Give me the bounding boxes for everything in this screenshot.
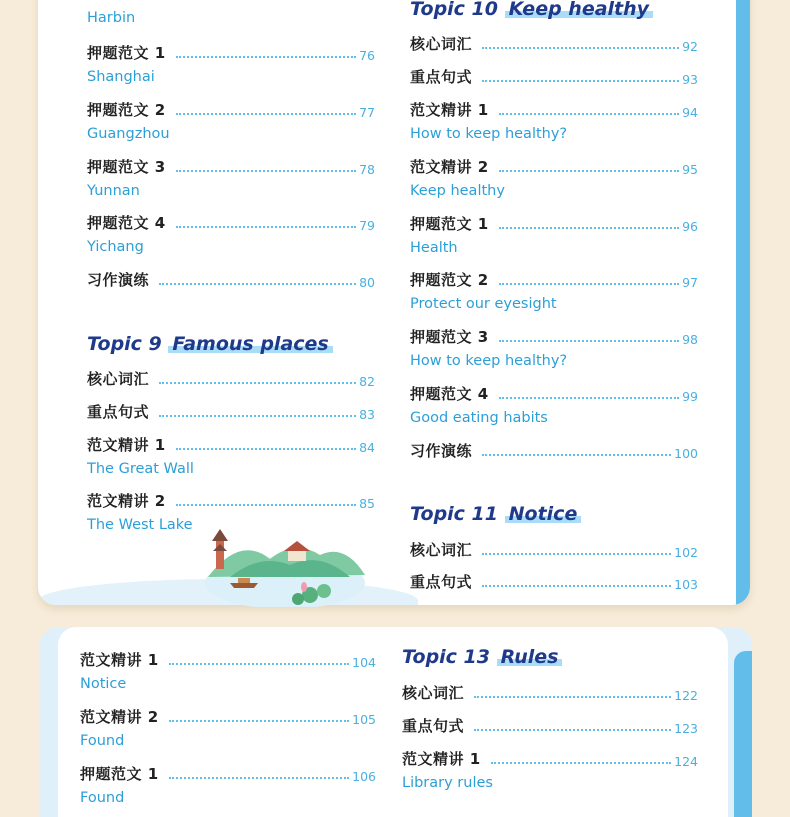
toc-entry-subtitle: Keep healthy bbox=[410, 183, 505, 199]
leader-dots bbox=[474, 696, 671, 698]
toc-entry-page: 103 bbox=[674, 577, 698, 592]
leader-dots bbox=[499, 340, 679, 342]
toc-entry-label: 范文精讲 2 bbox=[410, 158, 489, 176]
toc-entry[interactable] bbox=[80, 649, 376, 692]
leader-dots bbox=[499, 397, 679, 399]
leader-dots bbox=[176, 113, 356, 115]
leader-dots bbox=[159, 382, 356, 384]
toc-entry-label: 核心词汇 bbox=[410, 541, 473, 559]
topic-heading bbox=[87, 333, 333, 355]
toc-entry-page: 105 bbox=[352, 712, 376, 727]
topic-title: Famous places bbox=[168, 333, 332, 355]
leader-dots bbox=[482, 454, 671, 456]
toc-entry-subtitle: The Great Wall bbox=[87, 461, 194, 477]
toc-entry-label: 重点句式 bbox=[87, 403, 150, 421]
leader-dots bbox=[491, 762, 671, 764]
toc-entry-page: 104 bbox=[352, 655, 376, 670]
toc-entry-page: 124 bbox=[674, 754, 698, 769]
toc-entry-subtitle: Guangzhou bbox=[87, 126, 170, 142]
toc-entry[interactable] bbox=[80, 763, 376, 806]
toc-entry-label: 习作演练 bbox=[410, 442, 473, 460]
toc-entry-page: 94 bbox=[682, 105, 698, 120]
toc-entry-label: 押题范文 3 bbox=[87, 158, 166, 176]
topic-heading bbox=[410, 0, 653, 20]
leader-dots bbox=[176, 448, 356, 450]
toc-entry[interactable] bbox=[87, 434, 375, 477]
toc-entry[interactable] bbox=[410, 99, 698, 142]
toc-entry[interactable] bbox=[402, 748, 698, 791]
toc-entry-page: 80 bbox=[359, 275, 375, 290]
toc-entry-subtitle: Yunnan bbox=[87, 183, 140, 199]
toc-entry-label: 习作演练 bbox=[87, 271, 150, 289]
toc-entry-page: 99 bbox=[682, 389, 698, 404]
toc-entry-label: 核心词汇 bbox=[402, 684, 465, 702]
topic-heading bbox=[402, 646, 562, 668]
toc-entry-subtitle: Harbin bbox=[87, 10, 136, 26]
toc-entry[interactable] bbox=[87, 99, 375, 142]
toc-entry-label: 重点句式 bbox=[410, 68, 473, 86]
toc-entry-page: 78 bbox=[359, 162, 375, 177]
leader-dots bbox=[159, 283, 356, 285]
toc-entry-label: 押题范文 4 bbox=[87, 214, 166, 232]
toc-entry[interactable] bbox=[80, 706, 376, 749]
toc-entry-page: 96 bbox=[682, 219, 698, 234]
card-side-edge bbox=[734, 651, 752, 817]
leader-dots bbox=[169, 777, 349, 779]
toc-entry-page: 83 bbox=[359, 407, 375, 422]
toc-entry[interactable] bbox=[410, 66, 698, 87]
topic-title: Keep healthy bbox=[505, 0, 653, 20]
toc-entry[interactable] bbox=[410, 269, 698, 312]
toc-entry-page: 98 bbox=[682, 332, 698, 347]
toc-entry-label: 押题范文 4 bbox=[410, 385, 489, 403]
toc-entry[interactable] bbox=[410, 326, 698, 369]
toc-entry[interactable] bbox=[410, 156, 698, 199]
topic-number: Topic 11 bbox=[410, 503, 498, 525]
leader-dots bbox=[482, 585, 671, 587]
toc-entry-subtitle: Found bbox=[80, 733, 125, 749]
toc-entry-label: 重点句式 bbox=[402, 717, 465, 735]
toc-entry[interactable] bbox=[402, 682, 698, 703]
leader-dots bbox=[482, 47, 679, 49]
topic-title: Notice bbox=[505, 503, 582, 525]
toc-entry[interactable] bbox=[410, 571, 698, 592]
topic-number: Topic 13 bbox=[402, 646, 490, 668]
leader-dots bbox=[499, 227, 679, 229]
toc-entry-page: 102 bbox=[674, 545, 698, 560]
toc-entry-page: 84 bbox=[359, 440, 375, 455]
toc-entry[interactable] bbox=[410, 33, 698, 54]
leader-dots bbox=[482, 80, 679, 82]
leader-dots bbox=[499, 170, 679, 172]
toc-entry[interactable] bbox=[87, 269, 375, 290]
toc-entry[interactable] bbox=[410, 440, 698, 461]
toc-entry-subtitle: Notice bbox=[80, 676, 127, 692]
toc-entry-label: 范文精讲 1 bbox=[410, 101, 489, 119]
toc-entry-page: 79 bbox=[359, 218, 375, 233]
toc-entry-subtitle: How to keep healthy? bbox=[410, 353, 568, 369]
toc-entry[interactable] bbox=[410, 213, 698, 256]
toc-entry-page: 85 bbox=[359, 496, 375, 511]
toc-entry-page: 93 bbox=[682, 72, 698, 87]
toc-entry-label: 押题范文 2 bbox=[410, 271, 489, 289]
toc-entry[interactable] bbox=[410, 539, 698, 560]
toc-entry-page: 100 bbox=[674, 446, 698, 461]
leader-dots bbox=[169, 720, 349, 722]
leader-dots bbox=[499, 113, 679, 115]
toc-entry-subtitle: Found bbox=[80, 790, 125, 806]
toc-entry[interactable] bbox=[87, 401, 375, 422]
toc-entry-label: 押题范文 3 bbox=[410, 328, 489, 346]
toc-entry-page: 97 bbox=[682, 275, 698, 290]
toc-entry-subtitle: Protect our eyesight bbox=[410, 296, 557, 312]
leader-dots bbox=[482, 553, 671, 555]
toc-entry-subtitle: How to keep healthy? bbox=[410, 126, 568, 142]
toc-entry-label: 核心词汇 bbox=[410, 35, 473, 53]
leader-dots bbox=[499, 283, 679, 285]
leader-dots bbox=[474, 729, 671, 731]
toc-entry-page: 123 bbox=[674, 721, 698, 736]
toc-entry-label: 范文精讲 1 bbox=[402, 750, 481, 768]
toc-entry-subtitle: The West Lake bbox=[87, 517, 193, 533]
toc-entry-label: 核心词汇 bbox=[87, 370, 150, 388]
toc-entry[interactable] bbox=[402, 715, 698, 736]
toc-entry-subtitle: Health bbox=[410, 240, 458, 256]
toc-entry-subtitle: Yichang bbox=[87, 239, 144, 255]
topic-number: Topic 10 bbox=[410, 0, 498, 20]
toc-entry[interactable] bbox=[87, 212, 375, 255]
toc-entry-page: 106 bbox=[352, 769, 376, 784]
toc-entry-label: 范文精讲 2 bbox=[80, 708, 159, 726]
leader-dots bbox=[169, 663, 349, 665]
toc-entry-label: 重点句式 bbox=[410, 573, 473, 591]
toc-entry-label: 押题范文 1 bbox=[80, 765, 159, 783]
leader-dots bbox=[159, 415, 356, 417]
leader-dots bbox=[176, 56, 356, 58]
topic-title: Rules bbox=[497, 646, 563, 668]
toc-entry-label: 押题范文 2 bbox=[87, 101, 166, 119]
toc-entry-page: 122 bbox=[674, 688, 698, 703]
toc-entry-label: 范文精讲 1 bbox=[80, 651, 159, 669]
toc-entry[interactable] bbox=[87, 368, 375, 389]
toc-entry-subtitle: Good eating habits bbox=[410, 410, 548, 426]
toc-entry-label: 押题范文 1 bbox=[410, 215, 489, 233]
toc-entry-page: 82 bbox=[359, 374, 375, 389]
toc-entry[interactable] bbox=[87, 42, 375, 85]
toc-entry-subtitle: Library rules bbox=[402, 775, 493, 791]
card-side-edge bbox=[736, 0, 750, 605]
leader-dots bbox=[176, 170, 356, 172]
toc-entry-label: 押题范文 1 bbox=[87, 44, 166, 62]
leader-dots bbox=[176, 226, 356, 228]
toc-entry-page: 95 bbox=[682, 162, 698, 177]
toc-entry-page: 77 bbox=[359, 105, 375, 120]
leader-dots bbox=[176, 504, 356, 506]
toc-entry-label: 范文精讲 1 bbox=[87, 436, 166, 454]
toc-entry-page: 92 bbox=[682, 39, 698, 54]
toc-entry-page: 76 bbox=[359, 48, 375, 63]
topic-number: Topic 9 bbox=[87, 333, 162, 355]
toc-entry[interactable] bbox=[410, 383, 698, 426]
topic-heading bbox=[410, 503, 581, 525]
toc-entry[interactable] bbox=[87, 10, 375, 26]
west-lake-illustration bbox=[200, 525, 370, 607]
toc-entry-subtitle: Shanghai bbox=[87, 69, 155, 85]
toc-entry[interactable] bbox=[87, 156, 375, 199]
toc-entry-label: 范文精讲 2 bbox=[87, 492, 166, 510]
